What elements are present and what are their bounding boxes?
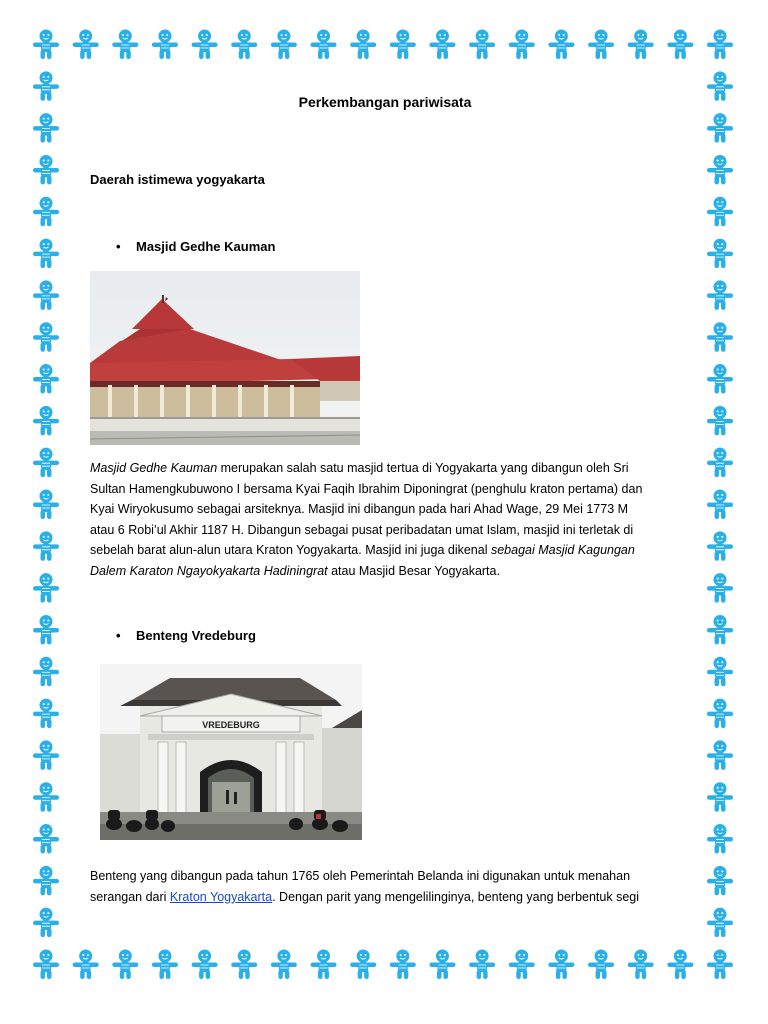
gingerbread-figure-icon — [33, 197, 59, 227]
gingerbread-figure-icon — [192, 950, 218, 980]
gingerbread-figure-icon — [33, 406, 59, 436]
gingerbread-figure-icon — [33, 448, 59, 478]
gingerbread-figure-icon — [350, 950, 376, 980]
masjid-photo — [90, 271, 360, 445]
gingerbread-figure-icon — [73, 30, 99, 60]
gingerbread-figure-icon — [33, 531, 59, 561]
gingerbread-figure-icon — [707, 657, 733, 687]
vredeburg-sign-text: VREDEBURG — [202, 720, 260, 730]
gingerbread-figure-icon — [707, 699, 733, 729]
gingerbread-figure-icon — [588, 30, 614, 60]
gingerbread-figure-icon — [707, 322, 733, 352]
gingerbread-figure-icon — [509, 30, 535, 60]
document-title: Perkembangan pariwisata — [298, 94, 472, 110]
gingerbread-figure-icon — [707, 740, 733, 770]
gingerbread-figure-icon — [33, 30, 59, 60]
gingerbread-figure-icon — [33, 155, 59, 185]
gingerbread-figure-icon — [152, 950, 178, 980]
gingerbread-figure-icon — [707, 280, 733, 310]
masjid-para-part-3: sebagai Masjid Kagungan Dalem Karaton Ngayokyakarta Hadiningrat — [90, 543, 635, 578]
gingerbread-figure-icon — [548, 30, 574, 60]
gingerbread-figure-icon — [73, 950, 99, 980]
gingerbread-figure-icon — [33, 364, 59, 394]
gingerbread-figure-icon — [628, 30, 654, 60]
gingerbread-figure-icon — [588, 950, 614, 980]
benteng-para-part-3: . Dengan parit yang mengelilinginya, benteng yang berbentuk segi — [272, 889, 640, 904]
vredeburg-photo — [100, 664, 362, 840]
gingerbread-figure-icon — [152, 30, 178, 60]
gingerbread-figure-icon — [707, 155, 733, 185]
masjid-para-part-1: Masjid Gedhe Kauman — [90, 461, 218, 475]
masjid-para-part-4: atau Masjid Besar Yogyakarta. — [327, 563, 500, 578]
gingerbread-figure-icon — [707, 866, 733, 896]
gingerbread-figure-icon — [33, 113, 59, 143]
gingerbread-figure-icon — [33, 782, 59, 812]
gingerbread-figure-icon — [311, 950, 337, 980]
gingerbread-figure-icon — [33, 71, 59, 101]
gingerbread-figure-icon — [350, 30, 376, 60]
gingerbread-figure-icon — [707, 950, 733, 980]
bullet-masjid — [116, 239, 275, 254]
gingerbread-figure-icon — [33, 573, 59, 603]
bullet-dot-icon: • — [116, 628, 121, 643]
gingerbread-figure-icon — [707, 490, 733, 520]
gingerbread-figure-icon — [667, 30, 693, 60]
gingerbread-figure-icon — [469, 30, 495, 60]
gingerbread-figure-icon — [469, 950, 495, 980]
gingerbread-figure-icon — [231, 30, 257, 60]
gingerbread-figure-icon — [33, 740, 59, 770]
gingerbread-figure-icon — [628, 950, 654, 980]
gingerbread-figure-icon — [390, 30, 416, 60]
gingerbread-figure-icon — [112, 30, 138, 60]
bullet-dot-icon: • — [116, 239, 121, 254]
bullet-benteng-label: Benteng Vredeburg — [136, 628, 256, 643]
gingerbread-figure-icon — [707, 782, 733, 812]
bullet-masjid-label: Masjid Gedhe Kauman — [136, 239, 276, 254]
gingerbread-figure-icon — [707, 364, 733, 394]
gingerbread-figure-icon — [33, 866, 59, 896]
gingerbread-figure-icon — [707, 824, 733, 854]
gingerbread-figure-icon — [707, 531, 733, 561]
gingerbread-figure-icon — [429, 950, 455, 980]
gingerbread-figure-icon — [707, 908, 733, 938]
gingerbread-figure-icon — [33, 280, 59, 310]
gingerbread-figure-icon — [509, 950, 535, 980]
gingerbread-figure-icon — [33, 239, 59, 269]
gingerbread-figure-icon — [271, 30, 297, 60]
gingerbread-figure-icon — [707, 113, 733, 143]
gingerbread-figure-icon — [112, 950, 138, 980]
gingerbread-figure-icon — [707, 239, 733, 269]
gingerbread-figure-icon — [707, 448, 733, 478]
gingerbread-figure-icon — [33, 950, 59, 980]
gingerbread-figure-icon — [707, 573, 733, 603]
bullet-benteng — [116, 628, 256, 643]
kraton-yogyakarta-link[interactable]: Kraton Yogyakarta — [169, 889, 273, 904]
gingerbread-figure-icon — [271, 950, 297, 980]
gingerbread-figure-icon — [33, 615, 59, 645]
gingerbread-figure-icon — [192, 30, 218, 60]
gingerbread-figure-icon — [311, 30, 337, 60]
gingerbread-figure-icon — [548, 950, 574, 980]
masjid-para-part-2: merupakan salah satu masjid tertua di Yogyakarta yang dibangun oleh Sri Sultan Hamengkubuwono I bersama Kyai Faqih Ibrahim Diponingrat (penghulu kraton pertama) dan Kyai Wiryokusumo sebagai arsiteknya. Masjid ini dibangun pada hari Ahad Wage, 29 Mei 1773 M atau 6 Robi’ul Akhir 1187 H. Dibangun sebagai pusat peribadatan umat Islam, masjid ini terletak di sebelah barat alun-alun utara Kraton Yogyakarta. Masjid ini juga dikenal — [90, 461, 643, 557]
gingerbread-figure-icon — [33, 657, 59, 687]
gingerbread-figure-icon — [707, 30, 733, 60]
benteng-paragraph — [90, 866, 650, 907]
gingerbread-figure-icon — [33, 824, 59, 854]
gingerbread-figure-icon — [390, 950, 416, 980]
gingerbread-figure-icon — [33, 699, 59, 729]
region-heading: Daerah istimewa yogyakarta — [90, 172, 265, 187]
gingerbread-figure-icon — [33, 490, 59, 520]
gingerbread-figure-icon — [707, 615, 733, 645]
benteng-para-part-1: Benteng yang dibangun pada tahun 1765 oleh Pemerintah Belanda ini digunakan untuk menahan serangan dari — [90, 869, 631, 904]
gingerbread-figure-icon — [231, 950, 257, 980]
masjid-paragraph — [90, 458, 650, 581]
gingerbread-figure-icon — [667, 950, 693, 980]
gingerbread-figure-icon — [429, 30, 455, 60]
gingerbread-figure-icon — [33, 908, 59, 938]
gingerbread-figure-icon — [707, 197, 733, 227]
gingerbread-figure-icon — [33, 322, 59, 352]
gingerbread-figure-icon — [707, 71, 733, 101]
gingerbread-figure-icon — [707, 406, 733, 436]
